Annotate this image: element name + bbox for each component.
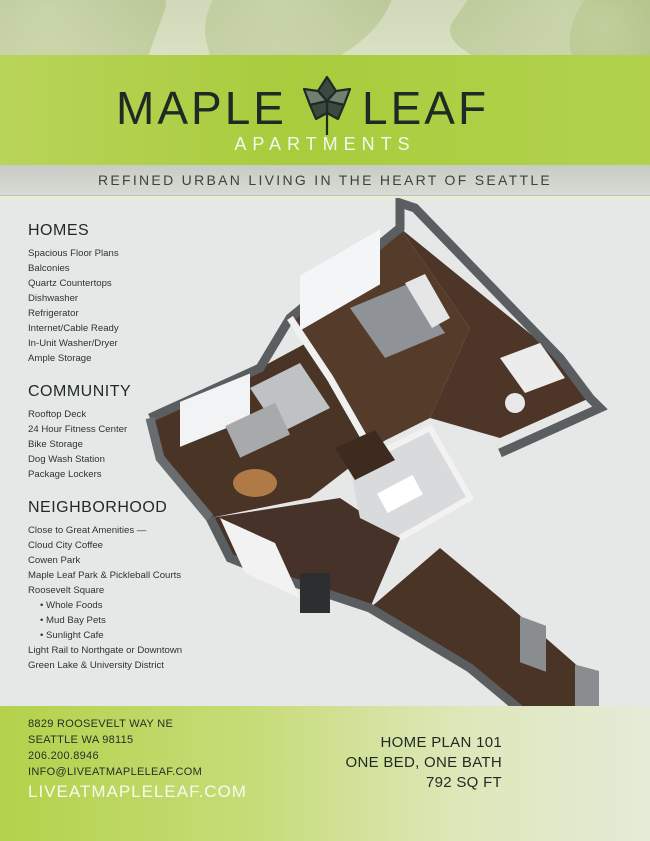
list-item: Roosevelt Square xyxy=(28,585,105,596)
list-item: • Whole Foods xyxy=(40,600,103,611)
plan-name: HOME PLAN 101 xyxy=(380,734,502,751)
list-item: Light Rail to Northgate or Downtown xyxy=(28,645,183,656)
plan-layout: ONE BED, ONE BATH xyxy=(345,754,502,771)
logo-word-leaf: LEAF xyxy=(362,82,490,134)
plan-size: 792 SQ FT xyxy=(425,774,502,791)
list-item: Balconies xyxy=(28,263,70,274)
tagline: REFINED URBAN LIVING IN THE HEART OF SEATTLE xyxy=(97,172,553,188)
floorplan-dining-table xyxy=(233,469,277,497)
floorplan-fridge xyxy=(300,573,330,613)
list-item: Green Lake & University District xyxy=(28,660,164,671)
list-item: Dishwasher xyxy=(28,293,79,304)
contact-block xyxy=(28,716,202,780)
list-item: Internet/Cable Ready xyxy=(28,323,119,334)
list-item: Ample Storage xyxy=(28,353,92,364)
list-item: Spacious Floor Plans xyxy=(28,248,119,259)
list-item: • Mud Bay Pets xyxy=(40,615,106,626)
floorplan-side-table xyxy=(505,393,525,413)
list-item: Bike Storage xyxy=(28,439,83,450)
list-item: In-Unit Washer/Dryer xyxy=(28,338,118,349)
address-line-1: 8829 ROOSEVELT WAY NE xyxy=(28,718,174,730)
section-heading-neighborhood: NEIGHBORHOOD xyxy=(28,499,168,516)
section-heading-homes: HOMES xyxy=(28,222,90,239)
address-line-2: SEATTLE WA 98115 xyxy=(28,734,134,746)
logo-word-maple: MAPLE xyxy=(116,82,287,134)
list-item: Quartz Countertops xyxy=(28,278,112,289)
list-item: Refrigerator xyxy=(28,308,79,319)
logo-subtitle: APARTMENTS xyxy=(234,134,416,154)
phone-number[interactable]: 206.200.8946 xyxy=(28,750,99,762)
maple-leaf-icon xyxy=(298,75,356,137)
list-item: Package Lockers xyxy=(28,469,102,480)
email-link[interactable]: INFO@LIVEATMAPLELEAF.COM xyxy=(28,766,203,778)
plan-info xyxy=(345,733,502,793)
list-item: • Sunlight Cafe xyxy=(40,630,104,641)
list-item: Cowen Park xyxy=(28,555,81,566)
list-item: Maple Leaf Park & Pickleball Courts xyxy=(28,570,182,581)
logo xyxy=(0,75,650,135)
floorplan-door xyxy=(520,616,546,671)
website-link[interactable]: LIVEATMAPLELEAF.COM xyxy=(28,782,247,801)
list-item: 24 Hour Fitness Center xyxy=(28,424,128,435)
list-item: Cloud City Coffee xyxy=(28,540,104,551)
list-item: Dog Wash Station xyxy=(28,454,105,465)
list-item: Rooftop Deck xyxy=(28,409,87,420)
section-heading-community: COMMUNITY xyxy=(28,383,132,400)
list-item: Close to Great Amenities — xyxy=(28,525,147,536)
floorplan-illustration xyxy=(140,198,620,758)
